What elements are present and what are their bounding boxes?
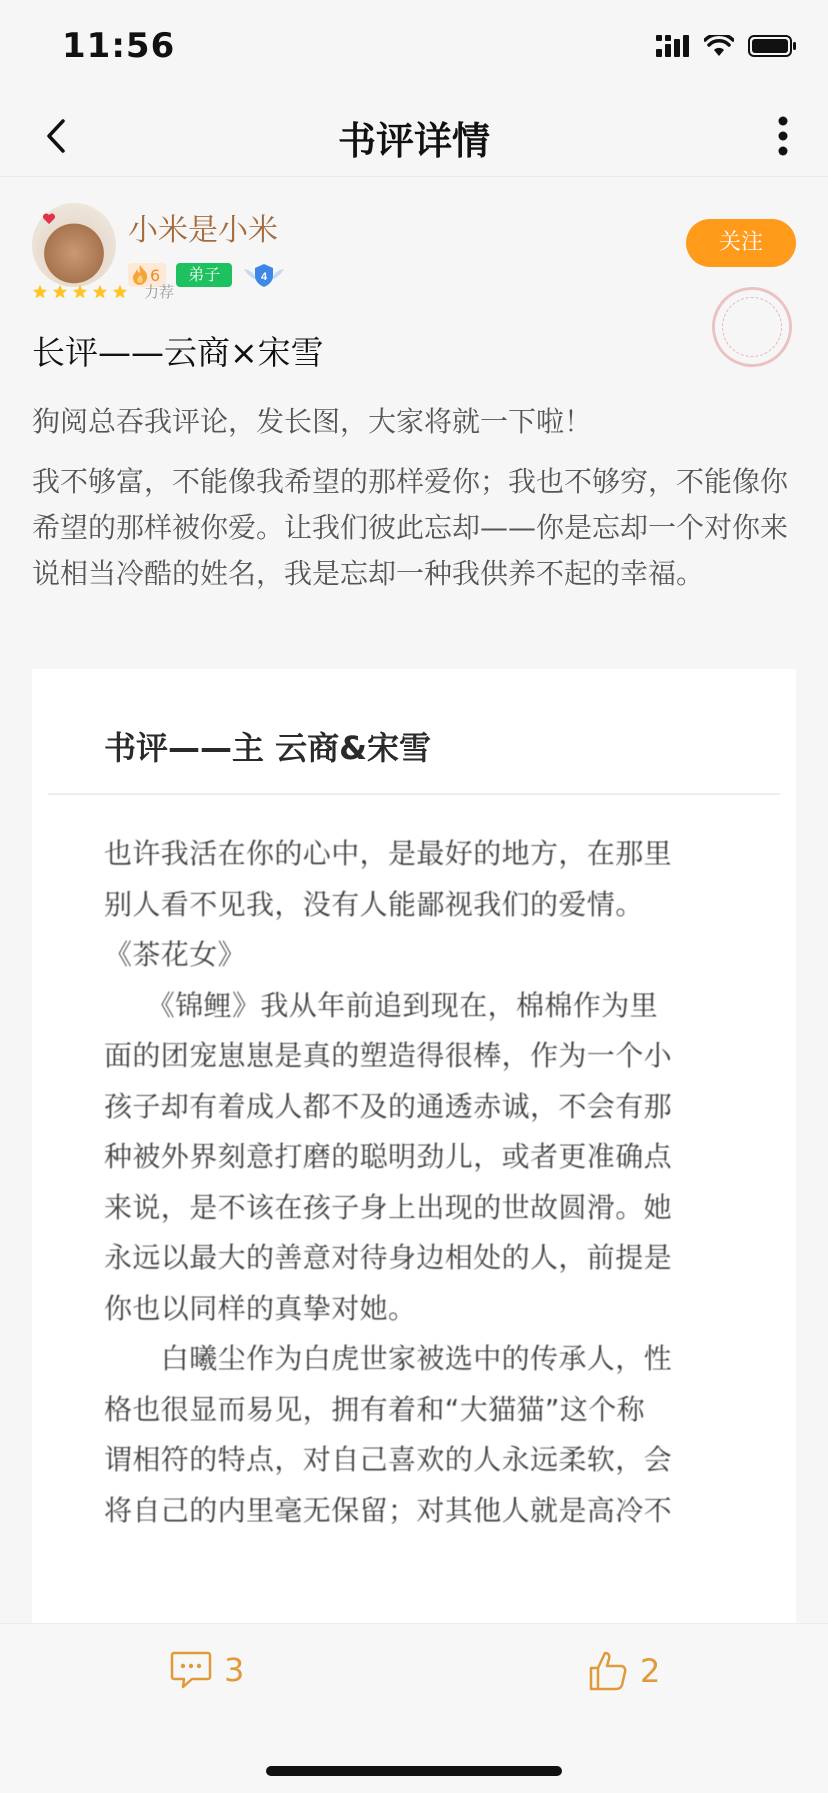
star-icon <box>92 284 108 300</box>
image-text-line: 《茶花女》 <box>104 938 247 971</box>
like-button[interactable] <box>588 1650 660 1692</box>
shield-badge <box>242 261 286 289</box>
image-text-line: 也许我活在你的心中，是最好的地方，在那里 <box>104 837 673 870</box>
image-divider <box>48 793 780 795</box>
image-text-line: 孩子却有着成人都不及的通透赤诚，不会有那 <box>104 1089 673 1123</box>
comment-icon <box>170 1650 212 1690</box>
image-text-line: 你也以同样的真挚对她。 <box>104 1291 417 1325</box>
star-rating <box>32 284 128 300</box>
image-text-line: 种被外界刻意打磨的聪明劲儿，或者更准确点 <box>104 1140 673 1173</box>
image-text-line: 格也很显而易见，拥有着和“大猫猫”这个称 <box>104 1392 646 1426</box>
image-heading: 书评——主 云商&宋雪 <box>104 729 432 767</box>
star-icon <box>72 284 88 300</box>
battery-icon <box>748 34 798 58</box>
image-text-line: 来说，是不该在孩子身上出现的世故圆滑。她 <box>104 1190 673 1224</box>
image-text-line: 别人看不见我，没有人能鄙视我们的爱情。 <box>104 887 644 921</box>
review-paragraph: 狗阅总吞我评论，发长图，大家将就一下啦！ <box>32 405 593 438</box>
more-vertical-icon <box>778 116 788 156</box>
image-text-line: 谓相符的特点，对自己喜欢的人永远柔软，会 <box>104 1443 673 1476</box>
status-icons <box>656 34 798 58</box>
image-text-line: 白曦尘作为白虎世家被选中的传承人，性 <box>104 1342 673 1375</box>
review-paragraph: 我不够富，不能像我希望的那样爱你；我也不够穷，不能像你希望的那样被你爱。让我们彼此忘却——你是忘却一个对你来说相当冷酷的姓名，我是忘却一种我供养不起的幸福。 <box>32 465 789 590</box>
follow-button[interactable]: 关注 <box>686 219 796 267</box>
comment-button[interactable] <box>170 1650 244 1690</box>
featured-review-stamp <box>705 280 800 375</box>
rating-label: 力荐 <box>144 283 175 301</box>
wifi-icon <box>704 35 734 57</box>
fan-level-text: 6 <box>150 265 161 285</box>
image-text-block <box>104 829 754 1536</box>
status-time: 11:56 <box>62 26 176 66</box>
image-text-line: 永远以最大的善意对待身边相处的人，前提是 <box>104 1241 673 1274</box>
more-options-button[interactable] <box>768 110 798 162</box>
review-title: 长评——云商×宋雪 <box>32 333 324 372</box>
review-content <box>0 177 828 1623</box>
star-icon <box>52 284 68 300</box>
home-indicator[interactable] <box>266 1766 562 1776</box>
rating-row <box>32 281 174 302</box>
heart-icon <box>42 213 56 225</box>
bottom-action-bar <box>0 1623 828 1793</box>
review-long-image[interactable] <box>32 669 796 1623</box>
avatar[interactable] <box>32 203 116 287</box>
star-icon <box>32 284 48 300</box>
cellular-signal-icon <box>656 35 690 57</box>
role-badge: 弟子 <box>176 263 232 287</box>
status-bar <box>0 0 828 96</box>
shield-wing-icon <box>242 261 286 289</box>
comment-count: 3 <box>224 1651 245 1689</box>
stamp-ring <box>716 291 787 362</box>
star-icon <box>112 284 128 300</box>
nav-bar <box>0 96 828 177</box>
image-text-line: 《锦鲤》我从年前追到现在，棉棉作为里 <box>104 988 659 1022</box>
thumbs-up-icon <box>588 1650 628 1692</box>
image-text-line: 将自己的内里毫无保留；对其他人就是高冷不 <box>104 1493 673 1527</box>
author-name[interactable]: 小米是小米 <box>128 213 278 248</box>
page-title: 书评详情 <box>337 119 490 163</box>
like-count: 2 <box>640 1652 661 1690</box>
shield-level-text: 4 <box>261 271 268 283</box>
image-text-line: 面的团宠崽崽是真的塑造得很棒，作为一个小 <box>104 1039 673 1072</box>
